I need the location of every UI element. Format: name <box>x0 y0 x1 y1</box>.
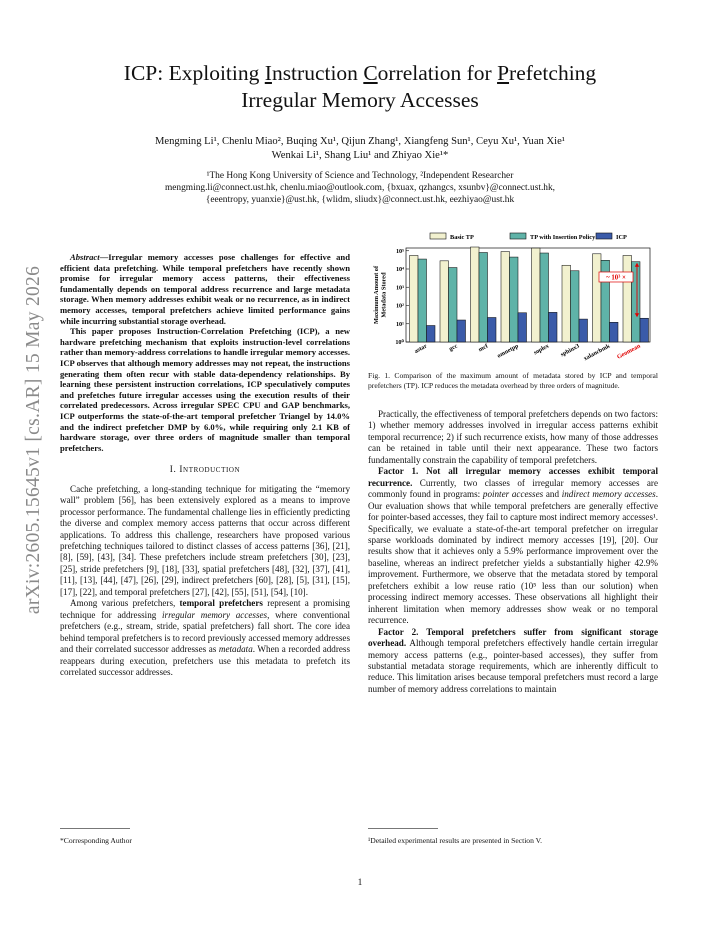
category-label-omnetpp: omnetpp <box>496 343 520 360</box>
footnote-experimental-results: ¹Detailed experimental results are presented in Section V. <box>368 836 543 845</box>
y-tick-label-0: 10⁰ <box>395 339 404 347</box>
bar-astar-1 <box>418 259 427 342</box>
bar-soplex-2 <box>549 312 558 342</box>
legend-swatch-2 <box>596 233 612 239</box>
y-tick-label-4: 10⁴ <box>395 266 404 274</box>
authors-line-2: Wenkai Li¹, Shang Liu¹ and Zhiyao Xie¹* <box>271 149 449 161</box>
right-paragraph-1: Practically, the effectiveness of temporal prefetchers depends on two factors: 1) whether memory addresses involved in irregular access patterns exhibit temporal recurrence; 2) if such recurrence exists, how many of those addresses can be retained in table until their next appearance. These two factors fundamentally constrain the capability of temporal prefetchers. <box>368 409 658 465</box>
author-list <box>60 135 660 162</box>
footnote-rule-left <box>60 828 130 829</box>
bar-gcc-0 <box>440 261 449 342</box>
bar-gcc-1 <box>449 268 458 342</box>
right-paragraph-2: Factor 1. Not all irregular memory accesses exhibit temporal recurrence. Currently, two classes of irregular memory accesses are commonly found in programs: pointer accesses and indirect memory accesses. Our evaluation shows that while temporal prefetchers are generally effective for pointer-based accesses, they fail to capture most indirect memory accesses¹. Specifically, we evaluate a state-of-the-art temporal prefetcher on irregular sparse workloads dominated by indirect memory accesses [19], [20]. Our results show that it achieves only a 5.9% performance improvement over the baseline, whereas an indirect prefetcher yields a substantially higher 42.9% improvement. Furthermore, we observe that the metadata stored by temporal prefetchers exhibit a low reuse ratio (10⁵ less than our solution) when processing indirect memory accesses. These observations all highlight their inherent limitation when memory addresses show weak or no temporal recurrence. <box>368 466 658 626</box>
bar-xalancbmk-0 <box>593 254 602 342</box>
legend-swatch-1 <box>510 233 526 239</box>
email-line-2: {eeentropy, yuanxie}@ust.hk, {wlidm, sliudx}@connect.ust.hk, eezhiyao@ust.hk <box>205 195 515 206</box>
bar-astar-0 <box>410 255 419 342</box>
category-label-Geomean: Geomean <box>615 342 642 361</box>
y-axis-title-line-1: Maximum Amount of <box>373 265 380 325</box>
abstract-lead: Abstract <box>70 252 100 262</box>
intro-paragraph-2: Among various prefetchers, temporal prefetchers represent a promising technique for addressing irregular memory accesses, where conventional prefetchers (e.g., stream, stride, spatial prefetchers) fall short. The core idea behind temporal prefetchers is to record previously accessed memory addresses and their correlated successor addresses as metadata. When a recorded address reappears during execution, prefetchers use this metadata to prefetch its correlated successor addresses. <box>60 598 350 677</box>
footnote-corresponding-author: *Corresponding Author <box>60 836 132 845</box>
category-label-astar: astar <box>413 343 429 355</box>
bar-sphinx3-1 <box>571 271 580 342</box>
metadata-bar-chart <box>368 230 658 370</box>
bar-omnetpp-0 <box>501 252 510 342</box>
annotation-label: ~ 10³ × <box>606 274 626 282</box>
y-tick-label-2: 10² <box>395 302 404 310</box>
y-tick-label-1: 10¹ <box>395 320 404 328</box>
bar-gcc-2 <box>457 320 466 342</box>
bar-mcf-2 <box>488 317 497 342</box>
category-label-sphinx3: sphinx3 <box>559 343 581 359</box>
bar-soplex-0 <box>532 248 541 342</box>
footnote-rule-right <box>368 828 438 829</box>
section-heading-introduction: I. Introduction <box>169 465 241 476</box>
y-tick-label-3: 10³ <box>395 284 404 292</box>
chart-categories <box>414 342 642 362</box>
bar-omnetpp-1 <box>510 257 519 342</box>
affiliation-line: ¹The Hong Kong University of Science and Technology, ²Independent Researcher <box>206 171 514 181</box>
bar-omnetpp-2 <box>518 313 527 342</box>
category-label-gcc: gcc <box>448 343 459 353</box>
figure-1-caption: Fig. 1. Comparison of the maximum amount of metadata stored by ICP and temporal prefetchers (TP). ICP reduces the metadata overhead by three orders of magnitude. <box>368 371 658 390</box>
category-label-soplex: soplex <box>533 343 551 357</box>
bar-sphinx3-2 <box>579 319 588 342</box>
chart-legend <box>430 233 627 241</box>
legend-label-0: Basic TP <box>450 233 474 241</box>
legend-label-2: ICP <box>616 233 627 241</box>
bar-Geomean-2 <box>640 318 649 342</box>
figure-1 <box>368 230 658 370</box>
abstract-paragraph-1: Abstract—Irregular memory accesses pose challenges for effective and efficient data prefetching. While temporal prefetchers have recently shown promise for irregular memory access patterns, their effectiveness fundamentally depends on temporal address recurrence and large metadata storage. When memory addresses exhibit weak or no recurrence, as in indirect memory accesses, temporal prefetchers achieve limited performance gains while incurring substantial storage overhead. <box>60 252 350 326</box>
title-line-2: Irregular Memory Accesses <box>241 88 479 112</box>
bar-mcf-0 <box>471 247 480 342</box>
arxiv-sidebar <box>14 250 54 630</box>
right-column <box>368 409 658 695</box>
bar-mcf-1 <box>479 253 488 342</box>
arxiv-identifier[interactable]: arXiv:2605.15645v1 [cs.AR] 15 May 2026 <box>23 265 44 615</box>
category-label-xalancbmk: xalancbmk <box>582 343 612 363</box>
category-label-mcf: mcf <box>477 343 490 354</box>
page-number: 1 <box>357 878 363 888</box>
legend-label-1: TP with Insertion Policy <box>530 233 596 241</box>
bar-astar-2 <box>427 326 436 342</box>
affiliations <box>60 170 660 207</box>
authors-line-1: Mengming Li¹, Chenlu Miao², Buqing Xu¹, Qijun Zhang¹, Xiangfeng Sun¹, Ceyu Xu¹, Yuan Xie¹ <box>155 136 565 147</box>
bar-Geomean-0 <box>623 255 632 342</box>
bar-soplex-1 <box>540 253 549 342</box>
paper-title <box>60 60 660 114</box>
legend-swatch-0 <box>430 233 446 239</box>
bar-xalancbmk-2 <box>610 322 619 342</box>
bar-sphinx3-0 <box>562 265 571 342</box>
y-axis-title-line-2: Metadata Stored <box>380 272 388 318</box>
abstract-paragraph-2: This paper proposes Instruction-Correlation Prefetching (ICP), a new hardware prefetching mechanism that exploits instruction-level correlations rather than memory-address correlations to handle irregular memory accesses. ICP observes that although memory addresses may not repeat, the instructions generating them often recur with stable data-dependency relationships. By learning these persistent instruction correlations, ICP speculatively computes and prefetches future irregular accesses using the execution results of their correlated predecessors. Across irregular SPEC CPU and GAP benchmarks, ICP outperforms the state-of-the-art temporal prefetcher Triangel by 14.0% and the indirect prefetcher DMP by 6.0%, while requiring only 2.1 KB of hardware storage, over three orders of magnitude smaller than temporal prefetchers. <box>60 326 350 453</box>
title-line-1: ICP: Exploiting Instruction Correlation for Prefetching <box>123 61 597 85</box>
left-column <box>60 252 350 678</box>
chart-bars <box>410 247 649 342</box>
email-line-1: mengming.li@connect.ust.hk, chenlu.miao@outlook.com, {bxuax, qzhangcs, xsunbv}@connect.ust.hk, <box>164 183 556 194</box>
right-paragraph-3: Factor 2. Temporal prefetchers suffer from significant storage overhead. Although temporal prefetchers effectively handle certain irregular memory access patterns (e.g., pointer-based accesses), they suffer from substantial metadata storage requirements, which are inherently difficult to reduce. This limitation arises because temporal prefetchers must record a large number of memory address correlations to maintain <box>368 626 658 694</box>
abstract <box>60 252 350 453</box>
y-tick-label-5: 10⁵ <box>395 247 404 255</box>
intro-paragraph-1: Cache prefetching, a long-standing technique for mitigating the “memory wall” problem [56], has been extensively explored as a means to improve processor performance. The fundamental challenge lies in efficiently predicting the diverse and complex memory access patterns that occur across different applications. To address this challenge, researchers have proposed various prefetching techniques tailored to distinct classes of access patterns [36], [21], [8], [59], [43], [34]. These prefetchers include stream prefetchers [30], [23], [25], stride prefetchers [9], [18], [33], spatial prefetchers [48], [32], [37], [41], [11], [13], [44], [47], [26], [29], indirect prefetchers [60], [28], [5], [31], [15], [17], [22], and temporal prefetchers [27], [42], [55], [51], [54], [10]. <box>60 483 350 597</box>
